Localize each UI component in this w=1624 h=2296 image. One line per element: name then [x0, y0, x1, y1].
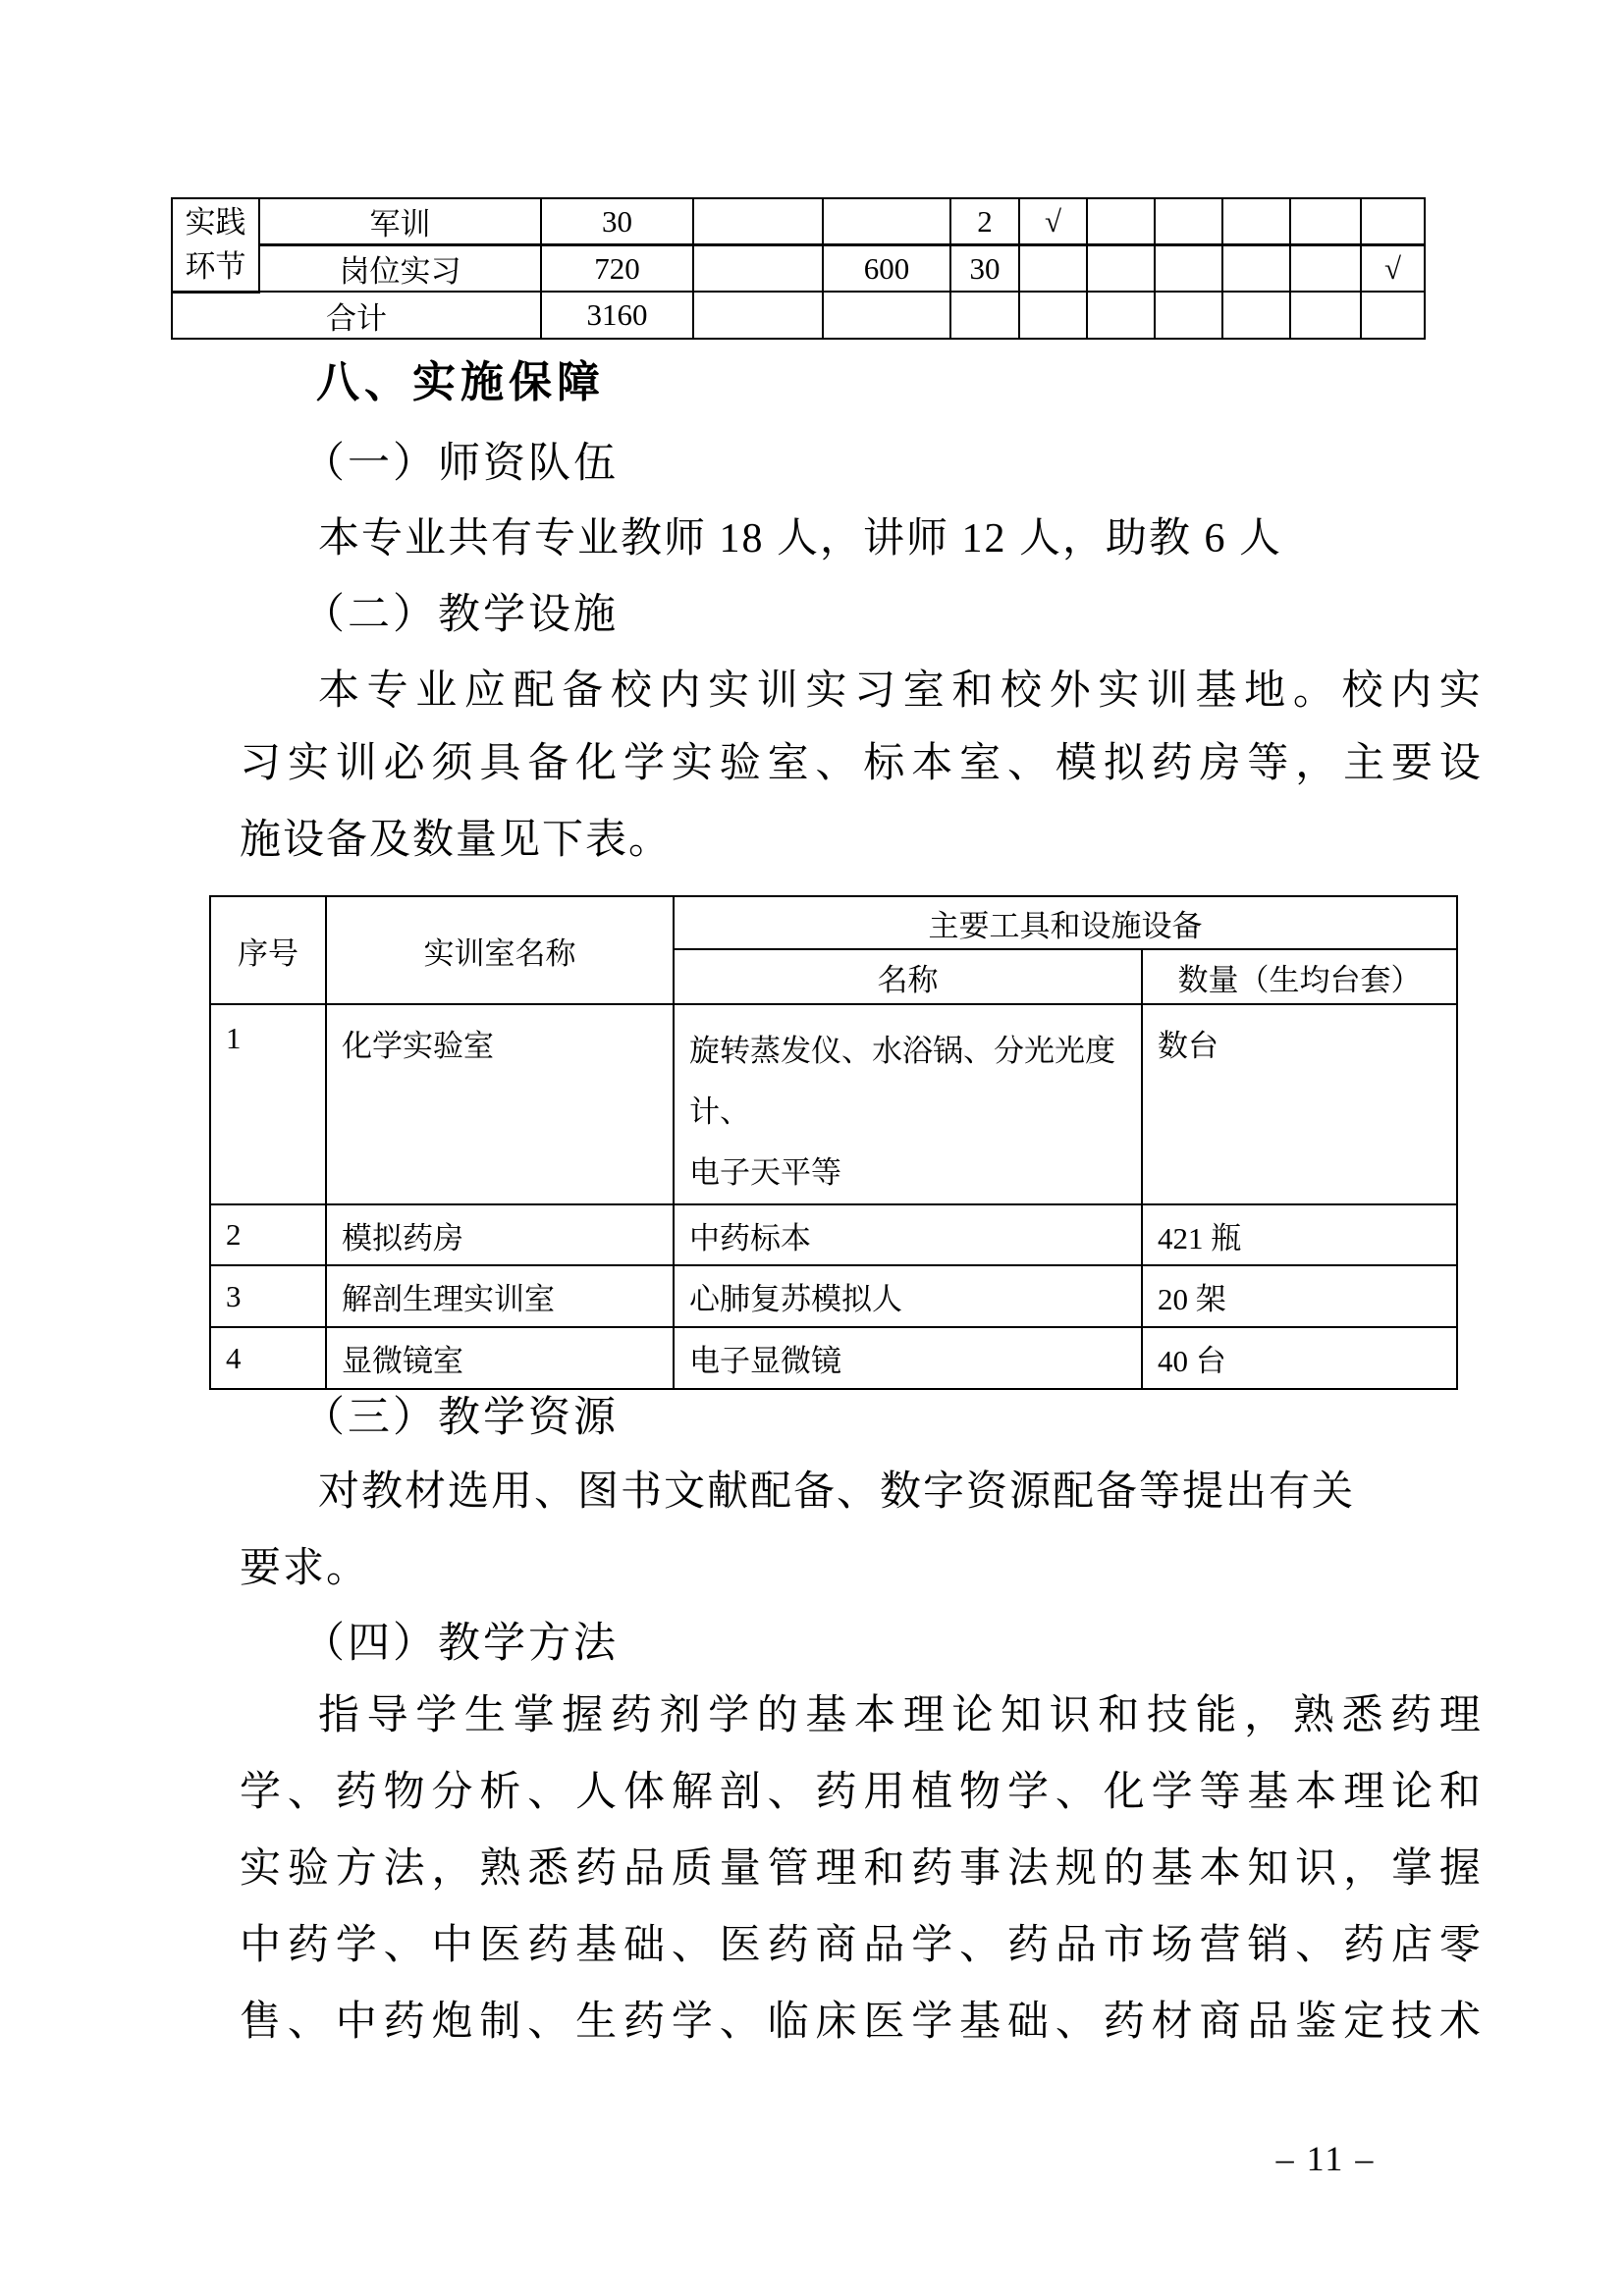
paragraph-line: 本专业共有专业教师 18 人，讲师 12 人，助教 6 人: [318, 516, 1283, 561]
subsection-heading-4: （四）教学方法: [302, 1621, 619, 1667]
table-row: [172, 198, 1425, 245]
room-cell: 模拟药房: [326, 1204, 674, 1265]
hours-cell: 30: [541, 198, 693, 245]
tools-cell: 电子显微镜: [674, 1327, 1142, 1389]
table-cell: [693, 245, 823, 293]
table-cell: [1222, 198, 1290, 245]
index-cell: 3: [210, 1265, 326, 1327]
practice-hours-table: [171, 197, 1426, 340]
room-cell: 解剖生理实训室: [326, 1265, 674, 1327]
paragraph-line: 本 专 业 应 配 备 校 内 实 训 实 习 室 和 校 外 实 训 基 地 。 校 内 实: [318, 668, 1481, 714]
section-heading-main: 八、实施保障: [316, 358, 605, 406]
quantity-cell: 20 架: [1142, 1265, 1457, 1327]
quantity-cell: 数台: [1142, 1004, 1457, 1204]
tools-line: 旋转蒸发仪、水浴锅、分光光度计、: [689, 1034, 1115, 1129]
table-cell: [1155, 198, 1222, 245]
table-cell: [1222, 292, 1290, 339]
table-cell: [1087, 245, 1155, 293]
tools-cell: 中药标本: [674, 1204, 1142, 1265]
table-cell: [1290, 198, 1361, 245]
table-cell: [1222, 245, 1290, 293]
subsection-heading-1: （一）师资队伍: [302, 441, 619, 487]
header-index: 序号: [210, 896, 326, 1004]
table-cell: [950, 292, 1019, 339]
hours-cell: 720: [541, 245, 693, 293]
header-tools-group: 主要工具和设施设备: [674, 896, 1457, 949]
paragraph-line: 要求。: [240, 1546, 370, 1591]
table-header-row: [210, 896, 1457, 949]
row-group-label: [172, 198, 259, 292]
paragraph-line: 中 药 学 、 中 医 药 基 础 、 医 药 商 品 学 、 药 品 市 场 营 销 、 药 店 零: [240, 1923, 1481, 1968]
table-cell: 30: [950, 245, 1019, 293]
paragraph-line: 施设备及数量见下表。: [240, 818, 673, 863]
checkmark-cell: √: [1361, 245, 1425, 293]
table-row: [172, 245, 1425, 293]
tools-cell: 心肺复苏模拟人: [674, 1265, 1142, 1327]
total-hours-cell: 3160: [541, 292, 693, 339]
table-cell: [1290, 292, 1361, 339]
subsection-heading-2: （二）教学设施: [302, 592, 619, 638]
checkmark-cell: √: [1019, 198, 1087, 245]
table-cell: 600: [823, 245, 950, 293]
paragraph-line: 售 、 中 药 炮 制 、 生 药 学 、 临 床 医 学 基 础 、 药 材 商 品 鉴 定 技 术: [240, 2000, 1481, 2045]
table-row: [210, 1265, 1457, 1327]
table-row: [210, 1004, 1457, 1204]
table-row-total: [172, 292, 1425, 339]
header-room: 实训室名称: [326, 896, 674, 1004]
table-cell: [693, 292, 823, 339]
tools-line: 电子天平等: [689, 1155, 841, 1190]
course-name-cell: 军训: [259, 198, 541, 245]
table-cell: [823, 198, 950, 245]
quantity-cell: 40 台: [1142, 1327, 1457, 1389]
row-group-label-line1: 实践: [185, 205, 246, 240]
header-quantity: 数量（生均台套）: [1142, 949, 1457, 1004]
room-cell: 化学实验室: [326, 1004, 674, 1204]
facilities-equipment-table: [209, 895, 1458, 1390]
page-number: – 11 –: [1275, 2139, 1376, 2178]
table-cell: [1290, 245, 1361, 293]
room-cell: 显微镜室: [326, 1327, 674, 1389]
tools-cell: [674, 1004, 1142, 1204]
table-cell: [1155, 292, 1222, 339]
subsection-heading-3: （三）教学资源: [302, 1395, 619, 1441]
table-row: [210, 1204, 1457, 1265]
table-cell: [823, 292, 950, 339]
table-cell: [1087, 292, 1155, 339]
table-cell: [1019, 245, 1087, 293]
quantity-cell: 421 瓶: [1142, 1204, 1457, 1265]
table-cell: 2: [950, 198, 1019, 245]
table-cell: [1361, 198, 1425, 245]
header-tool-name: 名称: [674, 949, 1142, 1004]
paragraph-line: 对教材选用、图书文献配备、数字资源配备等提出有关: [318, 1469, 1356, 1515]
table-row: [210, 1327, 1457, 1389]
row-group-label-line2: 环节: [185, 249, 246, 285]
paragraph-line: 习 实 训 必 须 具 备 化 学 实 验 室 、 标 本 室 、 模 拟 药 房 等 ， 主 要 设: [240, 741, 1481, 786]
paragraph-line: 实 验 方 法 ， 熟 悉 药 品 质 量 管 理 和 药 事 法 规 的 基 本 知 识 ， 掌 握: [240, 1846, 1481, 1892]
table-cell: [1019, 292, 1087, 339]
paragraph-line: 学 、 药 物 分 析 、 人 体 解 剖 、 药 用 植 物 学 、 化 学 等 基 本 理 论 和: [240, 1770, 1481, 1815]
paragraph-line: 指 导 学 生 掌 握 药 剂 学 的 基 本 理 论 知 识 和 技 能 ， 熟 悉 药 理: [318, 1693, 1481, 1738]
table-cell: [693, 198, 823, 245]
index-cell: 1: [210, 1004, 326, 1204]
course-name-cell: 岗位实习: [259, 245, 541, 293]
total-label-cell: 合计: [172, 292, 541, 339]
table-cell: [1155, 245, 1222, 293]
index-cell: 4: [210, 1327, 326, 1389]
index-cell: 2: [210, 1204, 326, 1265]
table-cell: [1087, 198, 1155, 245]
table-cell: [1361, 292, 1425, 339]
